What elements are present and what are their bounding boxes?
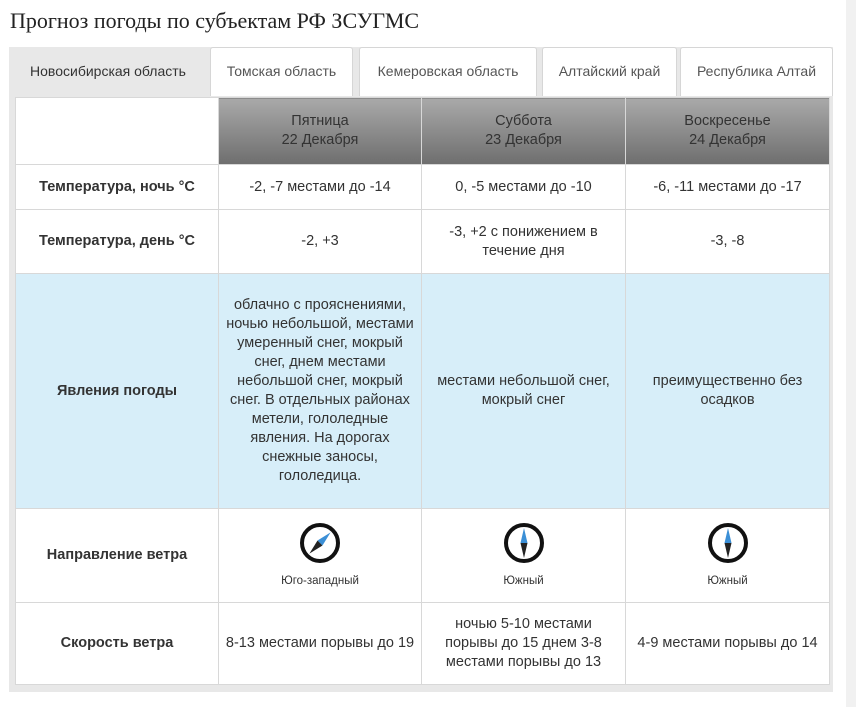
compass-icon [501, 520, 547, 566]
row-label: Направление ветра [16, 509, 219, 603]
day-date: 24 Декабря [689, 132, 766, 148]
row-label: Температура, день °С [16, 210, 219, 274]
day-weekday: Суббота [495, 113, 552, 129]
table-cell: -3, +2 с понижением в течение дня [422, 210, 626, 274]
table-row-phenomena [16, 274, 830, 509]
forecast-content [15, 97, 829, 685]
tab-tomsk[interactable]: Томская область [210, 47, 353, 96]
table-cell: 0, -5 местами до -10 [422, 165, 626, 210]
wind-direction-label: Юго-западный [281, 575, 359, 587]
day-date: 23 Декабря [485, 132, 562, 148]
tab-kemerovo[interactable]: Кемеровская область [359, 47, 537, 96]
table-header-row [16, 98, 830, 165]
table-cell: ночью 5-10 местами порывы до 15 днем 3-8 местами порывы до 13 [422, 603, 626, 685]
table-row-wind-speed [16, 603, 830, 685]
table-cell [422, 509, 626, 603]
wind-direction-label: Южный [503, 575, 544, 587]
table-cell: местами небольшой снег, мокрый снег [422, 274, 626, 509]
page-title: Прогноз погоды по субъектам РФ ЗСУГМС [10, 8, 420, 33]
table-row-wind-direction [16, 509, 830, 603]
day-weekday: Пятница [291, 113, 349, 129]
wind-direction-label: Южный [707, 575, 748, 587]
table-cell: 8-13 местами порывы до 19 [219, 603, 422, 685]
day-date: 22 Декабря [281, 132, 359, 148]
day-header-sunday [626, 98, 830, 165]
tab-altai-republic[interactable]: Республика Алтай [680, 47, 833, 96]
compass-icon [297, 520, 343, 566]
row-label: Скорость ветра [16, 603, 219, 685]
table-corner [16, 98, 219, 165]
compass-icon [705, 520, 751, 566]
table-row-temp-day [16, 210, 830, 274]
table-cell [219, 509, 422, 603]
forecast-panel [9, 47, 833, 692]
region-tabs [9, 47, 833, 98]
tab-novosibirsk[interactable]: Новосибирская область [9, 47, 207, 98]
row-label: Явления погоды [16, 274, 219, 509]
scrollbar-track[interactable] [846, 0, 856, 707]
table-cell: преимущественно без осадков [626, 274, 830, 509]
table-cell: облачно с прояснениями, ночью небольшой, местами умеренный снег, мокрый снег, днем местами небольшой снег, мокрый снег. В отдельных районах метели, гололедные явления. На дорогах снежные заносы, гололедица. [219, 274, 422, 509]
row-label: Температура, ночь °С [16, 165, 219, 210]
day-weekday: Воскресенье [684, 113, 771, 129]
table-row-temp-night [16, 165, 830, 210]
tab-altai-krai[interactable]: Алтайский край [542, 47, 677, 96]
forecast-table [15, 97, 830, 685]
table-cell: 4-9 местами порывы до 14 [626, 603, 830, 685]
day-header-friday [219, 98, 422, 165]
table-cell [626, 509, 830, 603]
table-cell: -2, -7 местами до -14 [219, 165, 422, 210]
table-cell: -2, +3 [219, 210, 422, 274]
table-cell: -3, -8 [626, 210, 830, 274]
table-cell: -6, -11 местами до -17 [626, 165, 830, 210]
day-header-saturday [422, 98, 626, 165]
